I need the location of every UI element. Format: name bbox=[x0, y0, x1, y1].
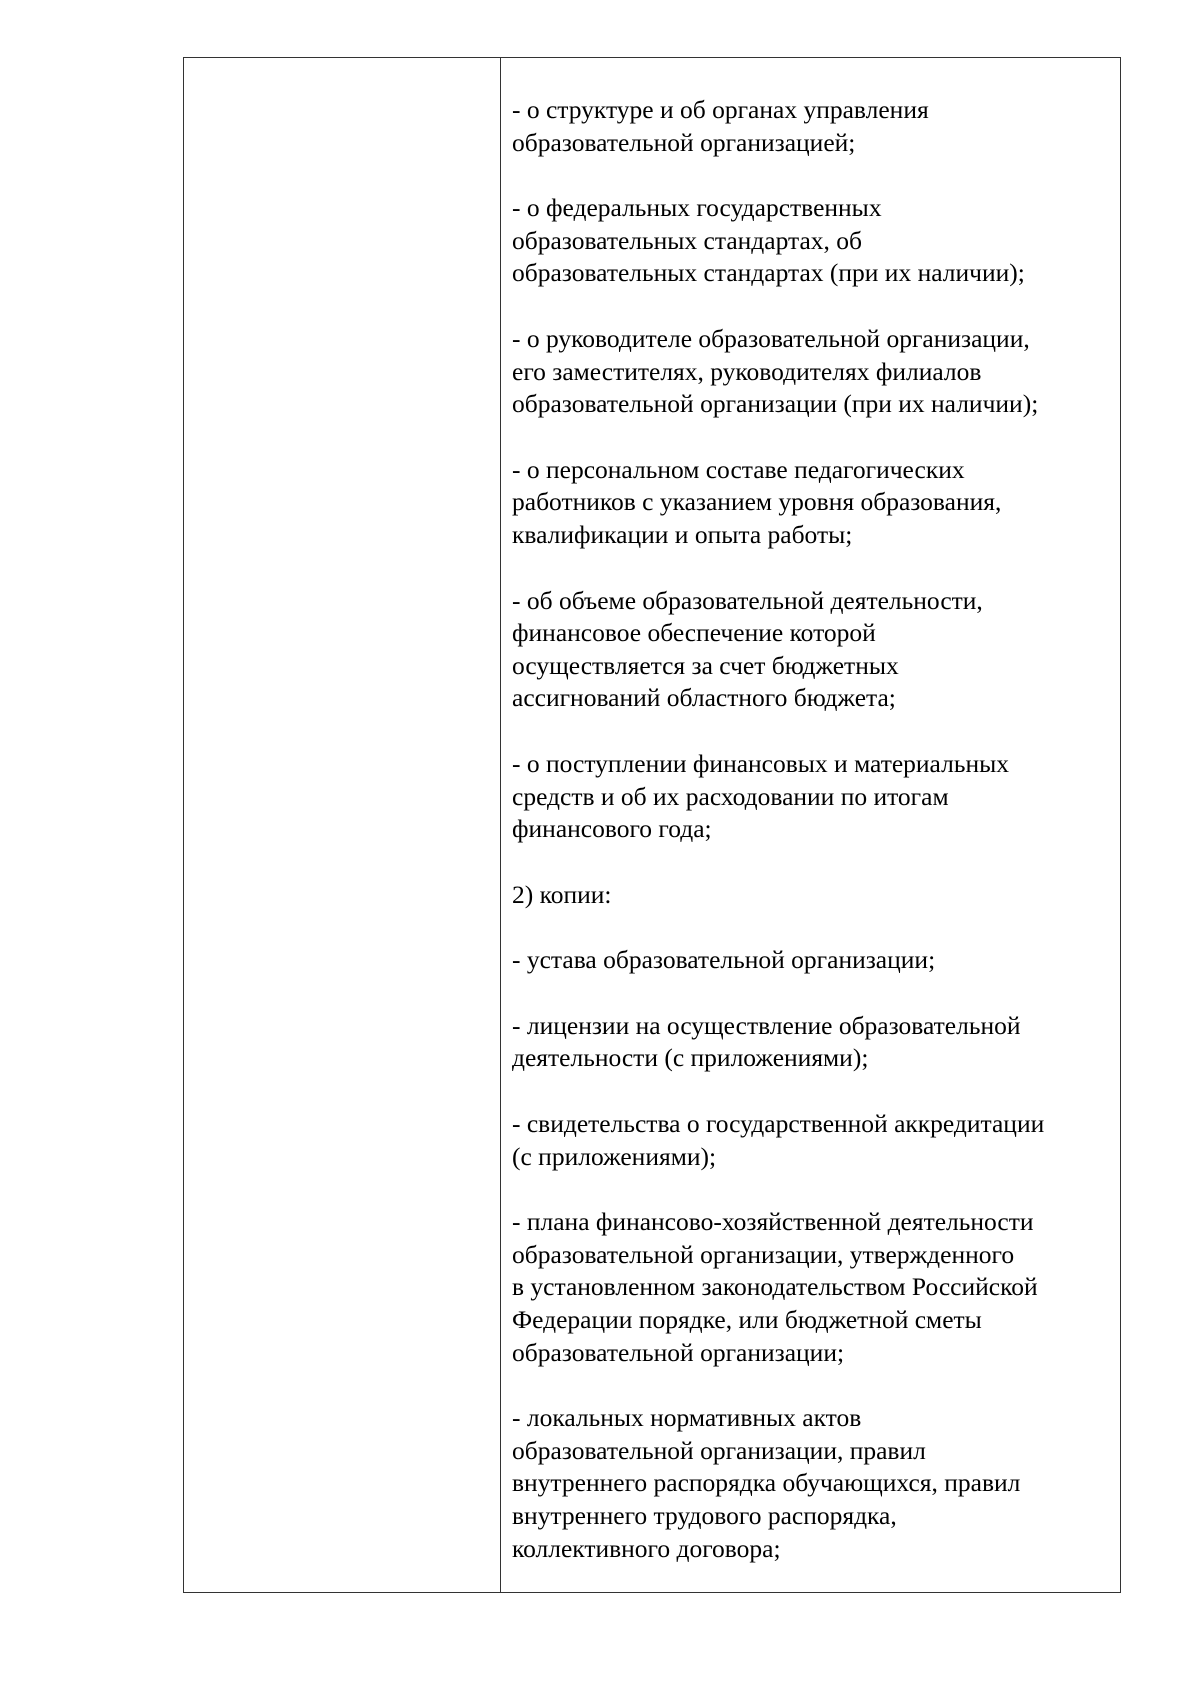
table-left-cell bbox=[184, 58, 501, 1592]
paragraph-structure-governance: - о структуре и об органах управления образовательной организацией; bbox=[512, 95, 929, 157]
paragraph-accreditation: - свидетельства о государственной аккредитации (с приложениями); bbox=[512, 1109, 1045, 1171]
paragraph-educational-standards: - о федеральных государственных образовательных стандартах, об образовательных стандартах (при их наличии); bbox=[512, 193, 1025, 288]
paragraph-copies-heading: 2) копии: bbox=[512, 879, 612, 909]
paragraph-financial-plan: - плана финансово-хозяйственной деятельности образовательной организации, утвержденного в установленном законодательством Российской Федерации порядке, или бюджетной сметы образовательной организации; bbox=[512, 1207, 1038, 1367]
paragraph-head-deputies: - о руководителе образовательной организации, его заместителях, руководителях филиалов образовательной организации (при их наличии); bbox=[512, 323, 1039, 419]
paragraph-financial-receipts: - о поступлении финансовых и материальных средств и об их расходовании по итогам финансового года; bbox=[512, 748, 1009, 844]
paragraph-license: - лицензии на осуществление образовательной деятельности (с приложениями); bbox=[512, 1010, 1021, 1073]
document-table bbox=[183, 57, 1121, 1593]
table-right-cell bbox=[501, 58, 1120, 1592]
paragraph-charter: - устава образовательной организации; bbox=[512, 945, 936, 975]
paragraph-local-acts: - локальных нормативных актов образовательной организации, правил внутреннего распорядка обучающихся, правил внутреннего трудового распорядка, коллективного договора; bbox=[512, 1403, 1021, 1563]
paragraph-teaching-staff: - о персональном составе педагогических работников с указанием уровня образования, квалификации и опыта работы; bbox=[512, 454, 1002, 549]
paragraph-volume-activity: - об объеме образовательной деятельности, финансовое обеспечение которой осуществляется за счет бюджетных ассигнований областного бюджета; bbox=[512, 585, 983, 713]
